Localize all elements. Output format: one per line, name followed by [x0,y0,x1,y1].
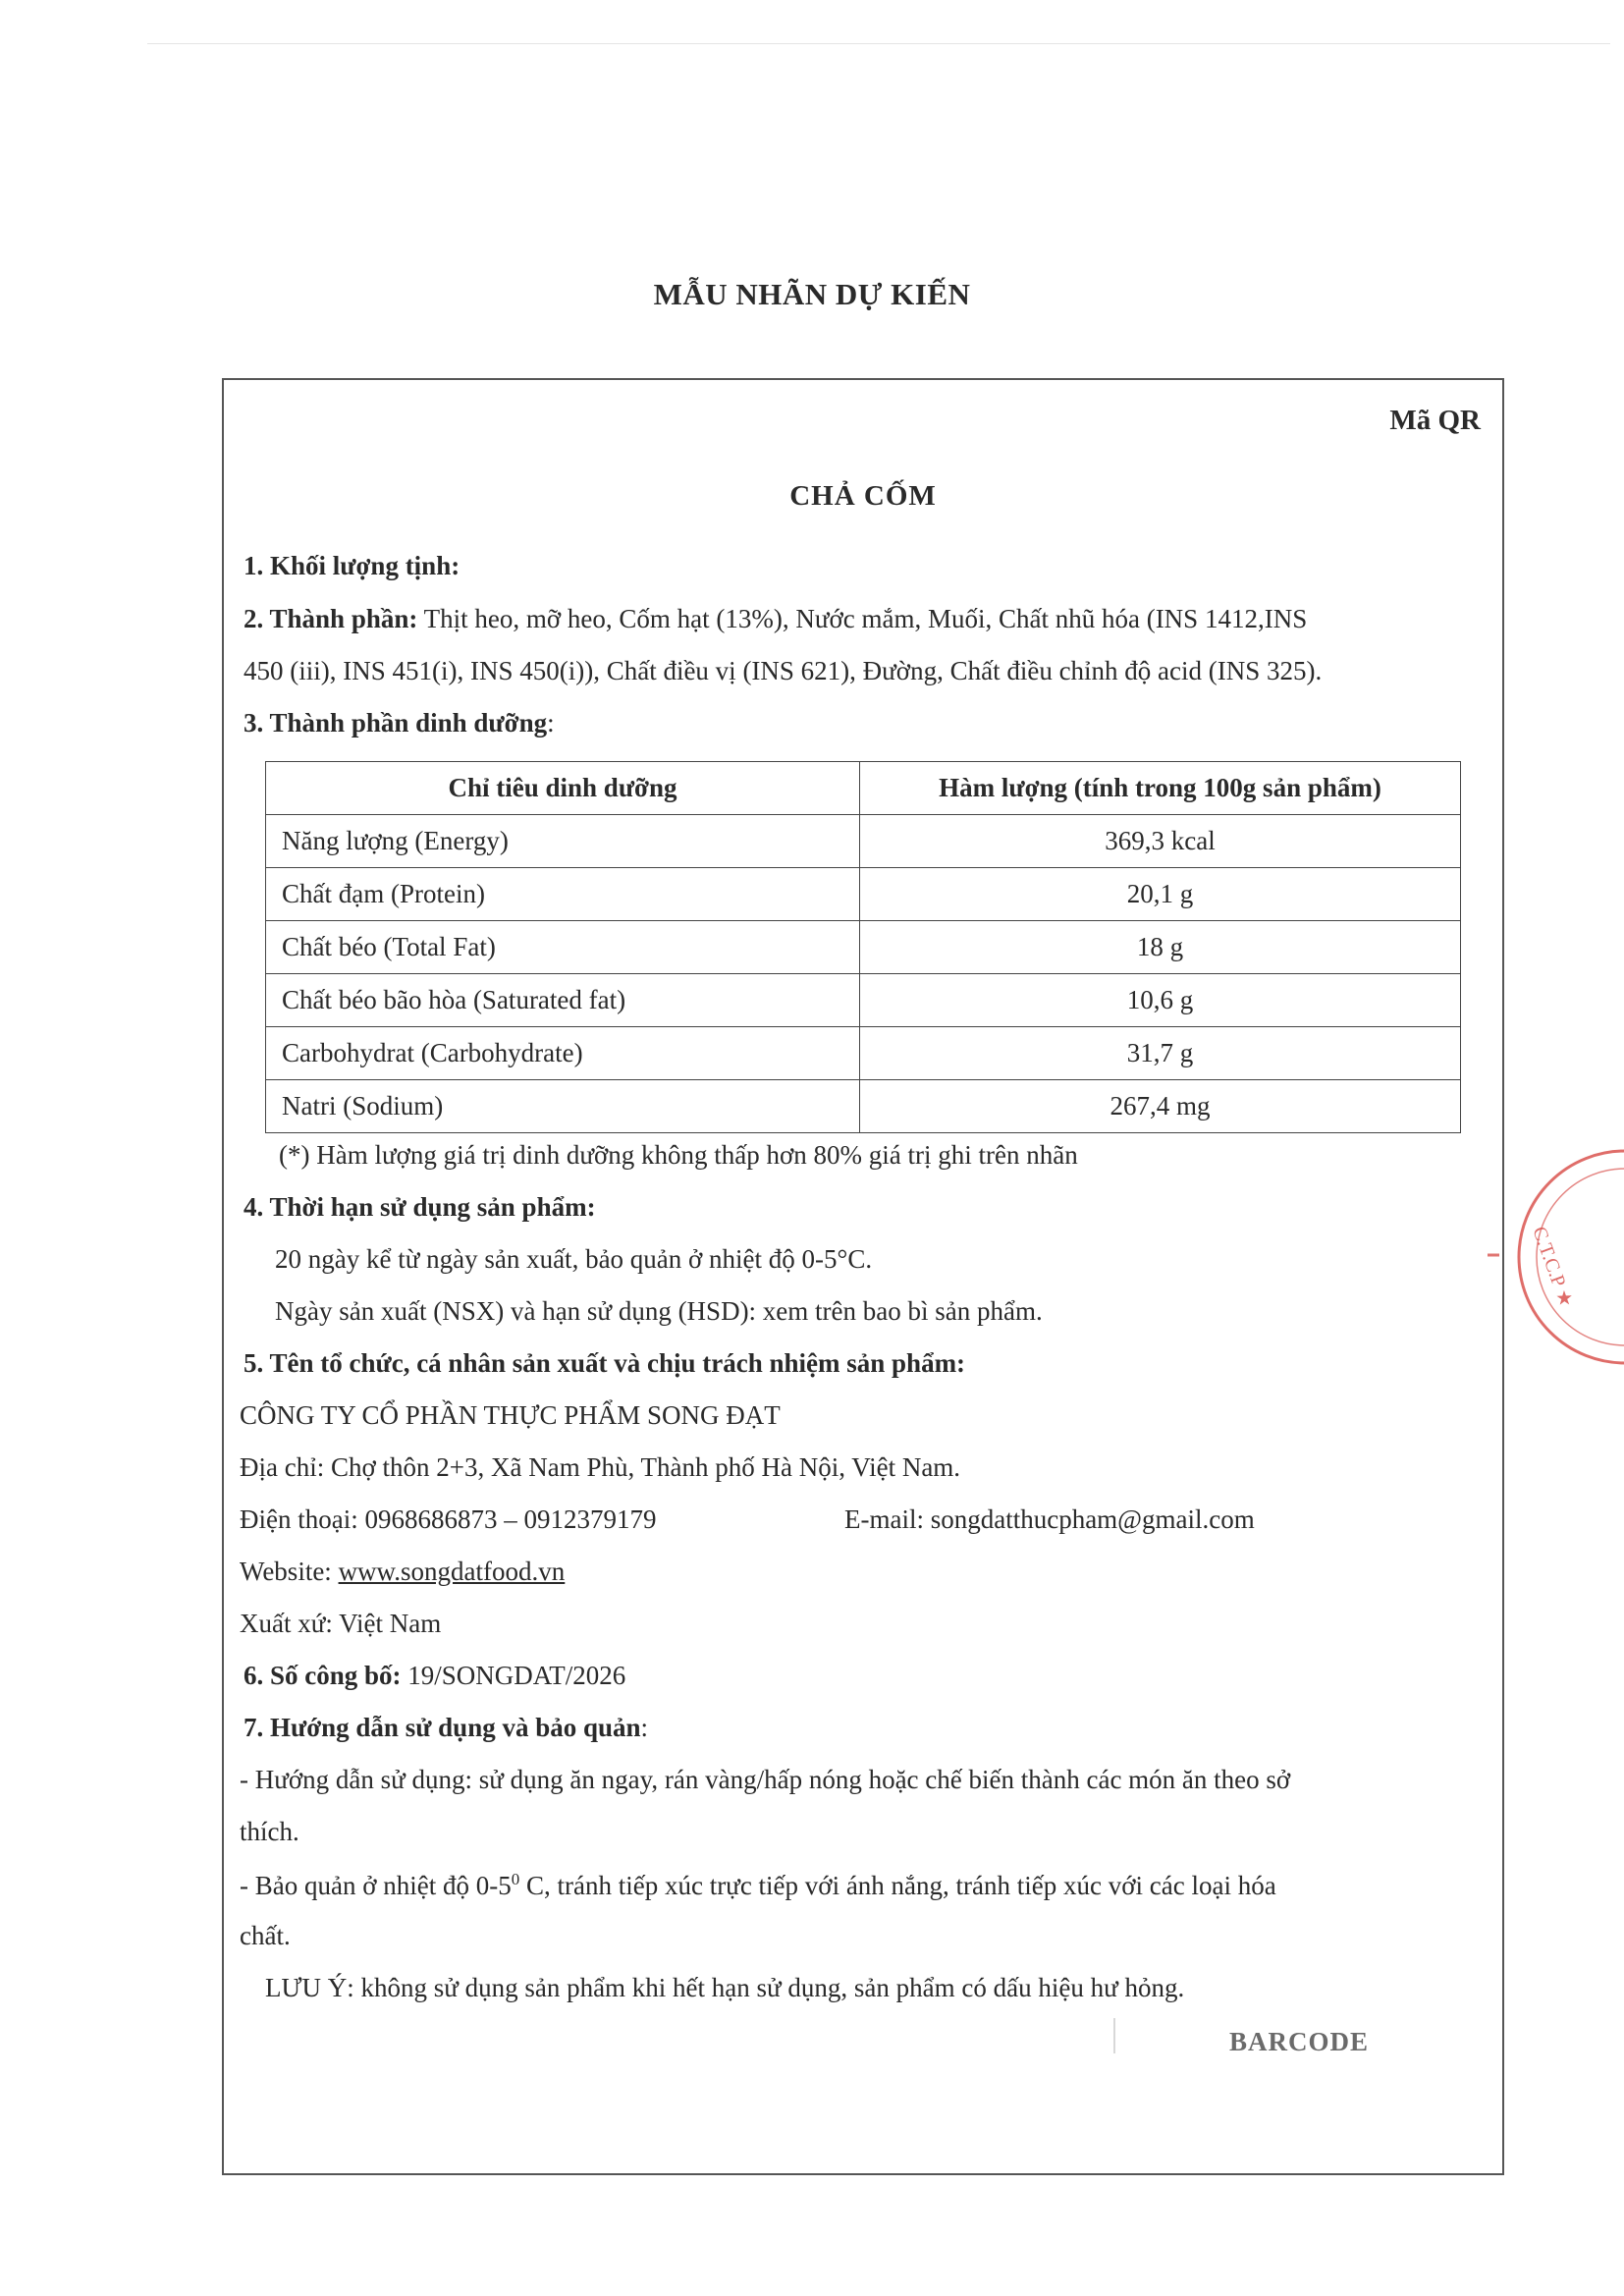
label-box [222,378,1504,2175]
usage-line2: thích. [240,1817,299,1846]
nutrient-value: 10,6 g [860,974,1461,1027]
nutrient-value: 20,1 g [860,868,1461,921]
table-row [266,815,1461,868]
section-declaration [244,1663,625,1689]
table-row [266,868,1461,921]
qr-code-label: Mã QR [1389,405,1481,436]
stamp-seal-icon [1488,1139,1624,1375]
header-nutrient: Chỉ tiêu dinh dưỡng [266,762,860,815]
section-shelf-life: 4. Thời hạn sử dụng sản phẩm: [244,1192,596,1222]
nutrient-name: Chất đạm (Protein) [266,868,860,921]
company-phone: Điện thoại: 0968686873 – 0912379179 [240,1504,657,1534]
company-website [240,1558,565,1585]
section-nutrition [244,710,555,737]
storage-line1 [240,1871,1276,1899]
usage-line1: - Hướng dẫn sử dụng: sử dụng ăn ngay, rán vàng/hấp nóng hoặc chế biến thành các món ăn theo sở [240,1765,1291,1794]
shelf-life-line2: Ngày sản xuất (NSX) và hạn sử dụng (HSD): xem trên bao bì sản phẩm. [275,1296,1043,1326]
storage-line1-start: - Bảo quản ở nhiệt độ 0-5 [240,1871,512,1900]
table-row [266,974,1461,1027]
usage-storage-label-suffix: : [640,1713,649,1742]
product-origin: Xuất xứ: Việt Nam [240,1609,442,1638]
company-name: CÔNG TY CỔ PHẦN THỰC PHẨM SONG ĐẠT [240,1400,781,1430]
declaration-label: 6. Số công bố: [244,1661,402,1690]
table-row [266,1027,1461,1080]
nutrient-name: Chất béo bão hòa (Saturated fat) [266,974,860,1027]
storage-line1-end: C, tránh tiếp xúc trực tiếp với ánh nắng, tránh tiếp xúc với các loại hóa [519,1871,1276,1900]
nutrition-table [265,761,1461,1133]
shelf-life-line1: 20 ngày kể từ ngày sản xuất, bảo quản ở nhiệt độ 0-5°C. [275,1244,873,1274]
storage-line2: chất. [240,1921,291,1950]
storage-degree-superscript: 0 [511,1870,520,1888]
table-row [266,1080,1461,1133]
nutrient-value: 18 g [860,921,1461,974]
website-label: Website: [240,1557,339,1586]
ingredients-text-line2: 450 (iii), INS 451(i), INS 450(i)), Chất điều vị (INS 621), Đường, Chất điều chỉnh độ acid (INS 325). [244,656,1323,685]
nutrient-name: Chất béo (Total Fat) [266,921,860,974]
nutrient-name: Natri (Sodium) [266,1080,860,1133]
nutrition-label: 3. Thành phần dinh dưỡng [244,708,548,738]
nutrition-table-header [266,762,1461,815]
ingredients-text-line1: Thịt heo, mỡ heo, Cốm hạt (13%), Nước mắm, Muối, Chất nhũ hóa (INS 1412,INS [417,604,1308,633]
header-amount: Hàm lượng (tính trong 100g sản phẩm) [860,762,1461,815]
ingredients-label: 2. Thành phần: [244,604,418,633]
nutrient-value: 369,3 kcal [860,815,1461,868]
barcode-label: BARCODE [1229,2027,1370,2056]
table-row [266,921,1461,974]
nutrition-label-suffix: : [547,708,555,738]
section-manufacturer: 5. Tên tổ chức, cá nhân sản xuất và chịu trách nhiệm sản phẩm: [244,1348,966,1378]
company-address: Địa chỉ: Chợ thôn 2+3, Xã Nam Phù, Thành phố Hà Nội, Việt Nam. [240,1452,961,1482]
nutrient-name: Năng lượng (Energy) [266,815,860,868]
barcode-placeholder [1113,2018,1115,2053]
section-ingredients [244,606,1307,632]
website-link[interactable]: www.songdatfood.vn [338,1557,566,1586]
stamp-text: C.T.C.P ★ [1528,1224,1578,1311]
nutrient-name: Carbohydrat (Carbohydrate) [266,1027,860,1080]
document-title: MẪU NHÃN DỰ KIẾN [653,277,971,311]
section-net-weight: 1. Khối lượng tịnh: [244,551,460,580]
warning-note: LƯU Ý: không sử dụng sản phẩm khi hết hạn sử dụng, sản phẩm có dấu hiệu hư hỏng. [265,1973,1185,2002]
nutrient-value: 31,7 g [860,1027,1461,1080]
nutrient-value: 267,4 mg [860,1080,1461,1133]
company-email: E-mail: songdatthucpham@gmail.com [844,1504,1255,1534]
usage-storage-label: 7. Hướng dẫn sử dụng và bảo quản [244,1713,641,1742]
scan-line [147,43,1610,44]
nutrition-note: (*) Hàm lượng giá trị dinh dưỡng không thấp hơn 80% giá trị ghi trên nhãn [279,1140,1078,1170]
section-usage-storage [244,1715,648,1741]
declaration-number: 19/SONGDAT/2026 [401,1661,626,1690]
product-name: CHẢ CỐM [789,480,937,512]
company-stamp [1488,1139,1624,1375]
